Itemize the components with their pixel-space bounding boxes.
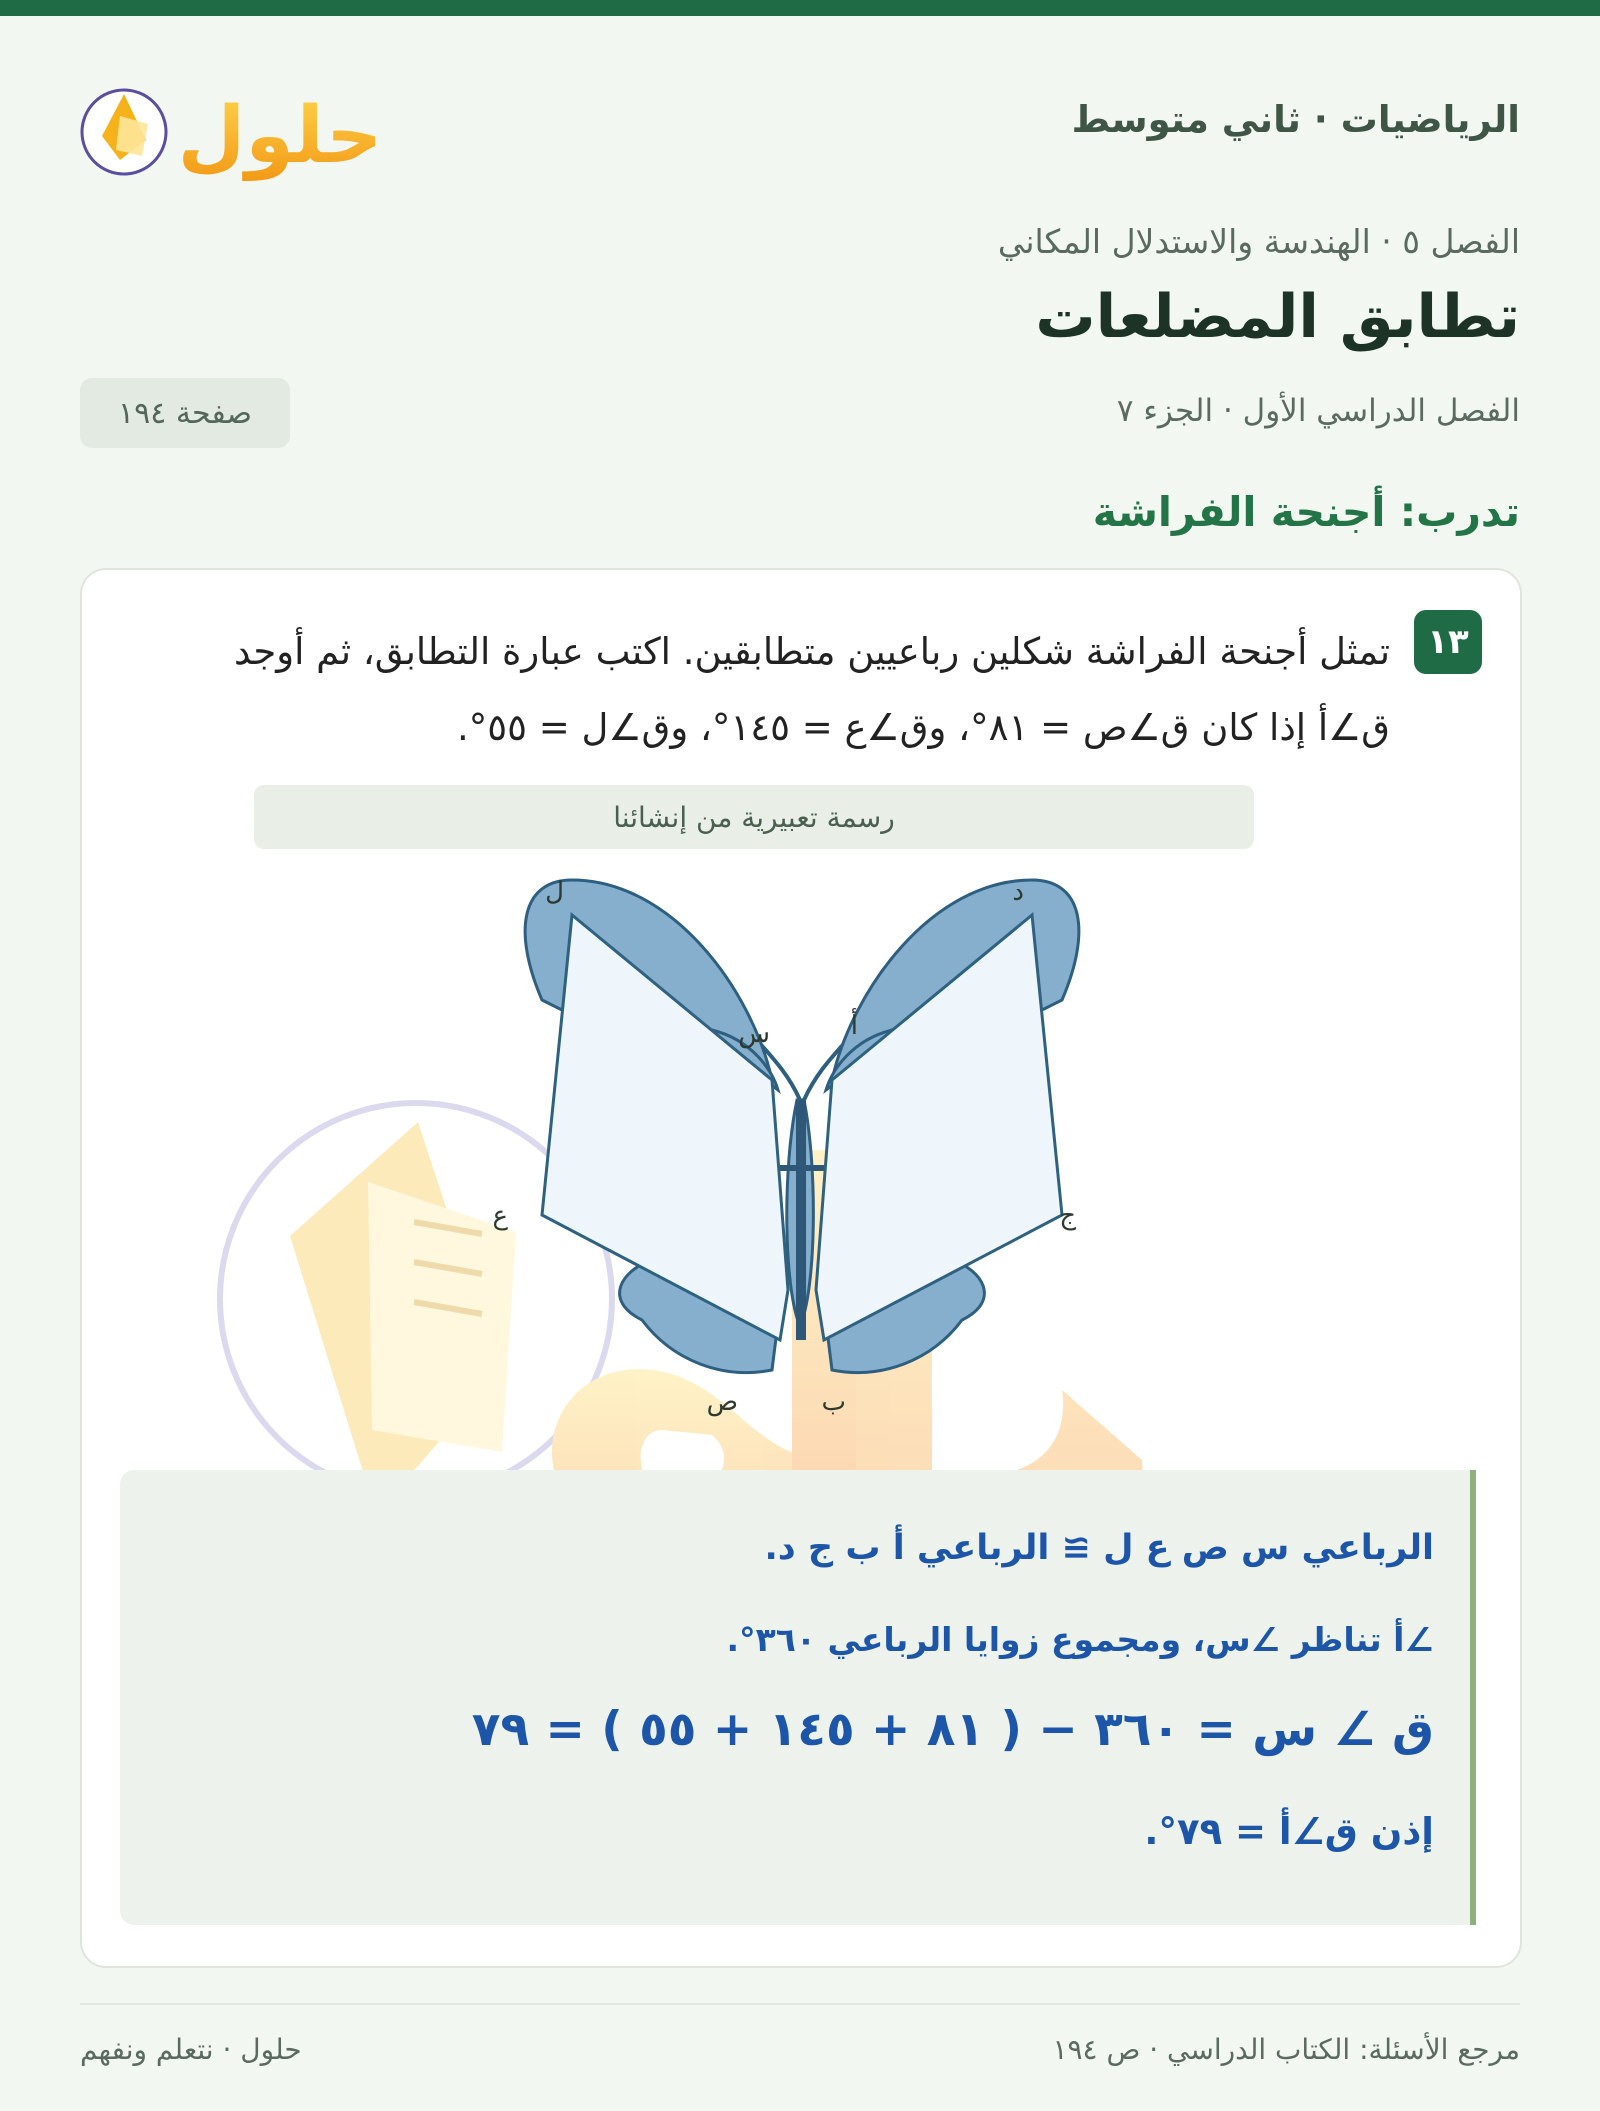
figure-caption: رسمة تعبيرية من إنشائنا [254, 785, 1254, 849]
page-title: تطابق المضلعات [1035, 282, 1520, 352]
footer-divider [80, 2003, 1520, 2005]
vertex-label-ain: ع [492, 1201, 508, 1231]
footer-reference: مرجع الأسئلة: الكتاب الدراسي · ص ١٩٤ [1052, 2033, 1520, 2066]
right-wing [816, 880, 1079, 1373]
page-number-badge: صفحة ١٩٤ [80, 378, 290, 448]
vertex-label-alif: أ [850, 1011, 858, 1041]
page-header [80, 60, 1520, 190]
footer-brand: حلول · نتعلم ونفهم [80, 2033, 302, 2066]
logo-text: حلول [177, 91, 383, 181]
section-title: تدرب: أجنحة الفراشة [1092, 488, 1520, 536]
vertex-label-jim: ج [1059, 1201, 1076, 1231]
answer-congruence: الرباعي س ص ع ل ≅ الرباعي أ ب ج د. [764, 1528, 1434, 1568]
question-number-badge: ١٣ [1414, 610, 1482, 674]
top-accent-bar [0, 0, 1600, 16]
question-card [80, 568, 1522, 1968]
question-text: تمثل أجنحة الفراشة شكلين رباعيين متطابقين. اكتب عبارة التطابق، ثم أوجد ق∠أ إذا كان ق∠ص = ٨١°، وق∠ع = ١٤٥°، وق∠ل = ٥٥°. [233, 630, 1390, 749]
hulul-logo [80, 64, 383, 184]
vertex-label-ba: ب [821, 1387, 846, 1417]
vertex-label-lam: ل [545, 877, 564, 907]
answer-result: إذن ق∠أ = ٧٩°. [1144, 1810, 1434, 1853]
vertex-label-sad: ص [706, 1387, 738, 1417]
butterfly-figure [452, 870, 1152, 1430]
chapter-label: الفصل ٥ · الهندسة والاستدلال المكاني [997, 222, 1520, 261]
subject-label: الرياضيات · ثاني متوسط [1071, 98, 1520, 141]
vertex-label-sin: س [738, 1019, 770, 1049]
answer-box [120, 1470, 1476, 1925]
left-wing [525, 880, 788, 1373]
term-label: الفصل الدراسي الأول · الجزء ٧ [1116, 393, 1520, 429]
answer-correspondence: ∠أ تناظر ∠س، ومجموع زوايا الرباعي ٣٦٠°. [726, 1620, 1434, 1659]
answer-equation: ق ∠ س = ٣٦٠ − ( ٨١ + ١٤٥ + ٥٥ ) = ٧٩ [471, 1702, 1434, 1757]
vertex-label-dal: د [1012, 877, 1024, 907]
